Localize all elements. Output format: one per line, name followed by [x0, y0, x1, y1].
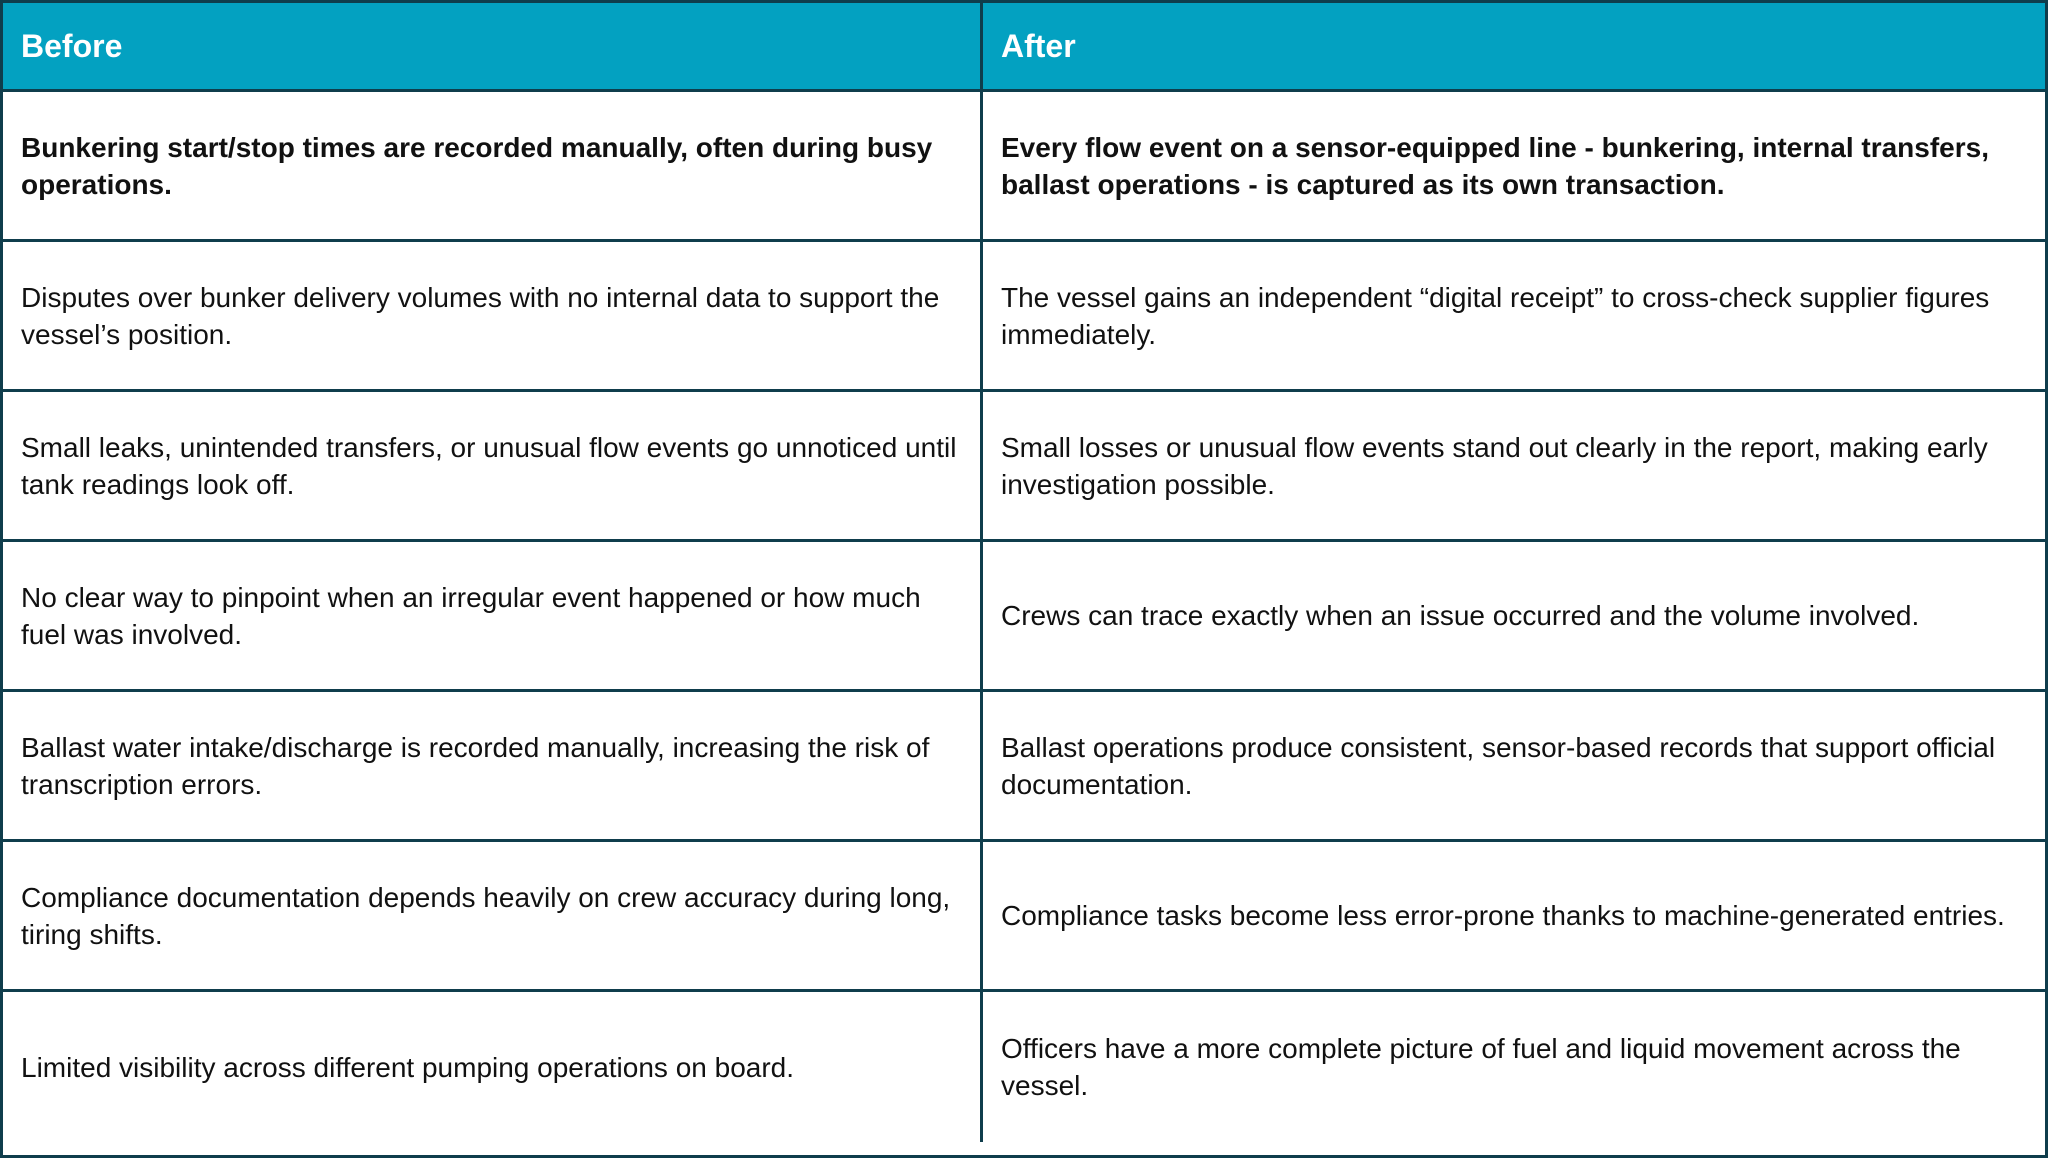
before-cell: Limited visibility across different pumping operations on board.: [3, 992, 983, 1142]
table-row: [3, 389, 2045, 539]
before-cell: Ballast water intake/discharge is recorded manually, increasing the risk of transcription errors.: [3, 692, 983, 839]
before-cell: Disputes over bunker delivery volumes with no internal data to support the vessel’s position.: [3, 242, 983, 389]
before-cell: Bunkering start/stop times are recorded manually, often during busy operations.: [3, 92, 983, 239]
table-row: [3, 989, 2045, 1142]
header-before: Before: [3, 3, 983, 89]
table-row: [3, 539, 2045, 689]
table-row: [3, 839, 2045, 989]
after-cell: Every flow event on a sensor-equipped line - bunkering, internal transfers, ballast operations - is captured as its own transaction.: [1001, 131, 1989, 200]
after-cell: Officers have a more complete picture of fuel and liquid movement across the vessel.: [1001, 1033, 1961, 1101]
after-cell: Compliance tasks become less error-prone thanks to machine-generated entries.: [1001, 900, 2005, 931]
after-cell: Crews can trace exactly when an issue occurred and the volume involved.: [1001, 600, 1920, 631]
table-row: [3, 689, 2045, 839]
before-cell: Compliance documentation depends heavily on crew accuracy during long, tiring shifts.: [3, 842, 983, 989]
table-header-row: [3, 3, 2045, 89]
before-cell: No clear way to pinpoint when an irregular event happened or how much fuel was involved.: [3, 542, 983, 689]
after-cell: Ballast operations produce consistent, sensor-based records that support official documentation.: [1001, 731, 1996, 800]
before-cell: Small leaks, unintended transfers, or unusual flow events go unnoticed until tank readings look off.: [3, 392, 983, 539]
after-cell: The vessel gains an independent “digital receipt” to cross-check supplier figures immediately.: [1001, 281, 1990, 350]
table-row: [3, 239, 2045, 389]
after-cell: Small losses or unusual flow events stand out clearly in the report, making early investigation possible.: [1001, 431, 1988, 500]
table-row: [3, 89, 2045, 239]
header-after: After: [1001, 27, 1076, 64]
